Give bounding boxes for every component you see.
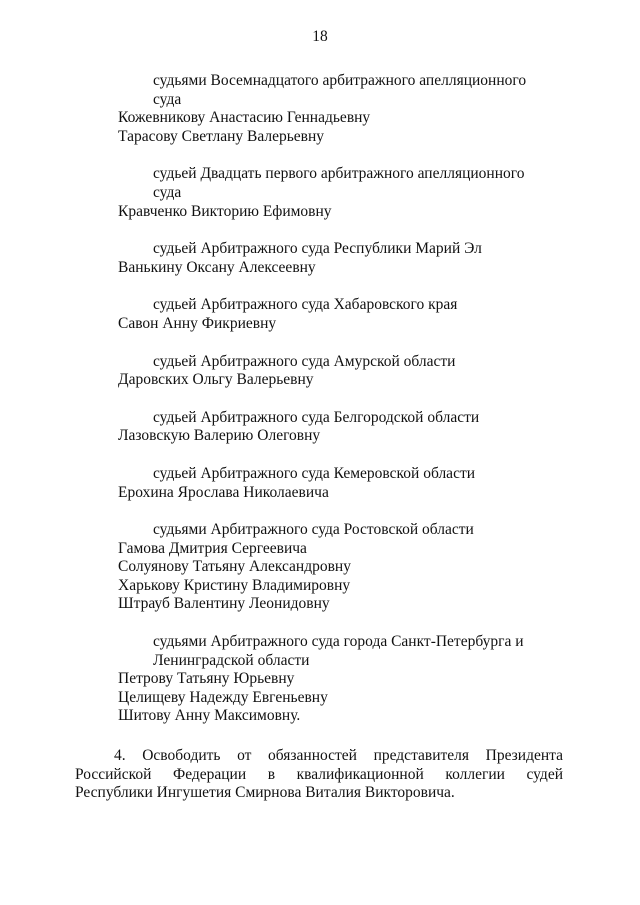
court-heading — [118, 465, 568, 484]
judge-name: Тарасову Светлану Валерьевну — [118, 127, 325, 145]
page-number: 18 — [312, 28, 328, 45]
court-group-mari-el — [118, 240, 568, 277]
court-group-rostov — [118, 521, 568, 614]
court-group-21st-appeal — [118, 165, 568, 221]
court-heading — [118, 409, 568, 428]
court-heading-line: судьей Арбитражного суда Республики Марий Эл — [153, 240, 482, 258]
court-heading-line: судьей Арбитражного суда Белгородской области — [153, 408, 480, 426]
judge-name: Ерохина Ярослава Николаевича — [118, 483, 329, 501]
paragraph-line: Республики Ингушетия Смирнова Виталия Викторовича. — [75, 784, 455, 802]
court-heading-line: суда — [153, 90, 182, 108]
court-group-spb — [118, 633, 568, 726]
court-group-belgorod — [118, 409, 568, 446]
release-paragraph — [75, 747, 563, 803]
judge-name: Даровских Ольгу Валерьевну — [118, 371, 314, 389]
court-heading — [118, 296, 568, 315]
judge-name: Солуянову Татьяну Александровну — [118, 558, 351, 576]
court-group-khabarovsk — [118, 296, 568, 333]
court-heading-line: Ленинградской области — [153, 651, 310, 669]
judge-name: Кожевникову Анастасию Геннадьевну — [118, 109, 371, 127]
judge-name: Целищеву Надежду Евгеньевну — [118, 688, 328, 706]
judge-name: Харькову Кристину Владимировну — [118, 576, 351, 594]
judge-name: Штрауб Валентину Леонидовну — [118, 595, 330, 613]
court-heading — [118, 165, 568, 202]
court-heading-line: судьями Восемнадцатого арбитражного апелляционного — [153, 72, 527, 89]
judge-name: Гамова Дмитрия Сергеевича — [118, 539, 307, 557]
appointment-list — [118, 72, 568, 745]
court-heading-line: судьями Арбитражного суда города Санкт-Петербурга и — [153, 633, 524, 651]
court-heading-line: судьями Арбитражного суда Ростовской области — [153, 521, 474, 539]
court-heading-line: судьей Арбитражного суда Хабаровского края — [153, 296, 458, 314]
court-group-amur — [118, 353, 568, 390]
paragraph-line: 4. Освободить от обязанностей представителя Президента — [114, 747, 563, 764]
judge-name: Лазовскую Валерию Олеговну — [118, 427, 321, 445]
court-heading-line: судьей Арбитражного суда Амурской области — [153, 352, 456, 370]
court-heading — [118, 353, 568, 372]
court-heading — [118, 240, 568, 259]
court-heading — [118, 521, 568, 540]
court-group-18th-appeal — [118, 72, 568, 146]
judge-name: Шитову Анну Максимовну. — [118, 707, 301, 725]
court-heading-line: судьей Двадцать первого арбитражного апелляционного — [153, 165, 525, 183]
judge-name: Кравченко Викторию Ефимовну — [118, 202, 332, 220]
judge-name: Савон Анну Фикриевну — [118, 314, 277, 332]
paragraph-line: Российской Федерации в квалификационной коллегии судей — [75, 765, 563, 783]
judge-name: Ванькину Оксану Алексеевну — [118, 258, 316, 276]
court-heading — [118, 72, 568, 109]
court-heading-line: суда — [153, 183, 182, 201]
court-heading-line: судьей Арбитражного суда Кемеровской области — [153, 464, 476, 482]
court-group-kemerovo — [118, 465, 568, 502]
judge-name: Петрову Татьяну Юрьевну — [118, 670, 295, 688]
court-heading — [118, 633, 568, 670]
